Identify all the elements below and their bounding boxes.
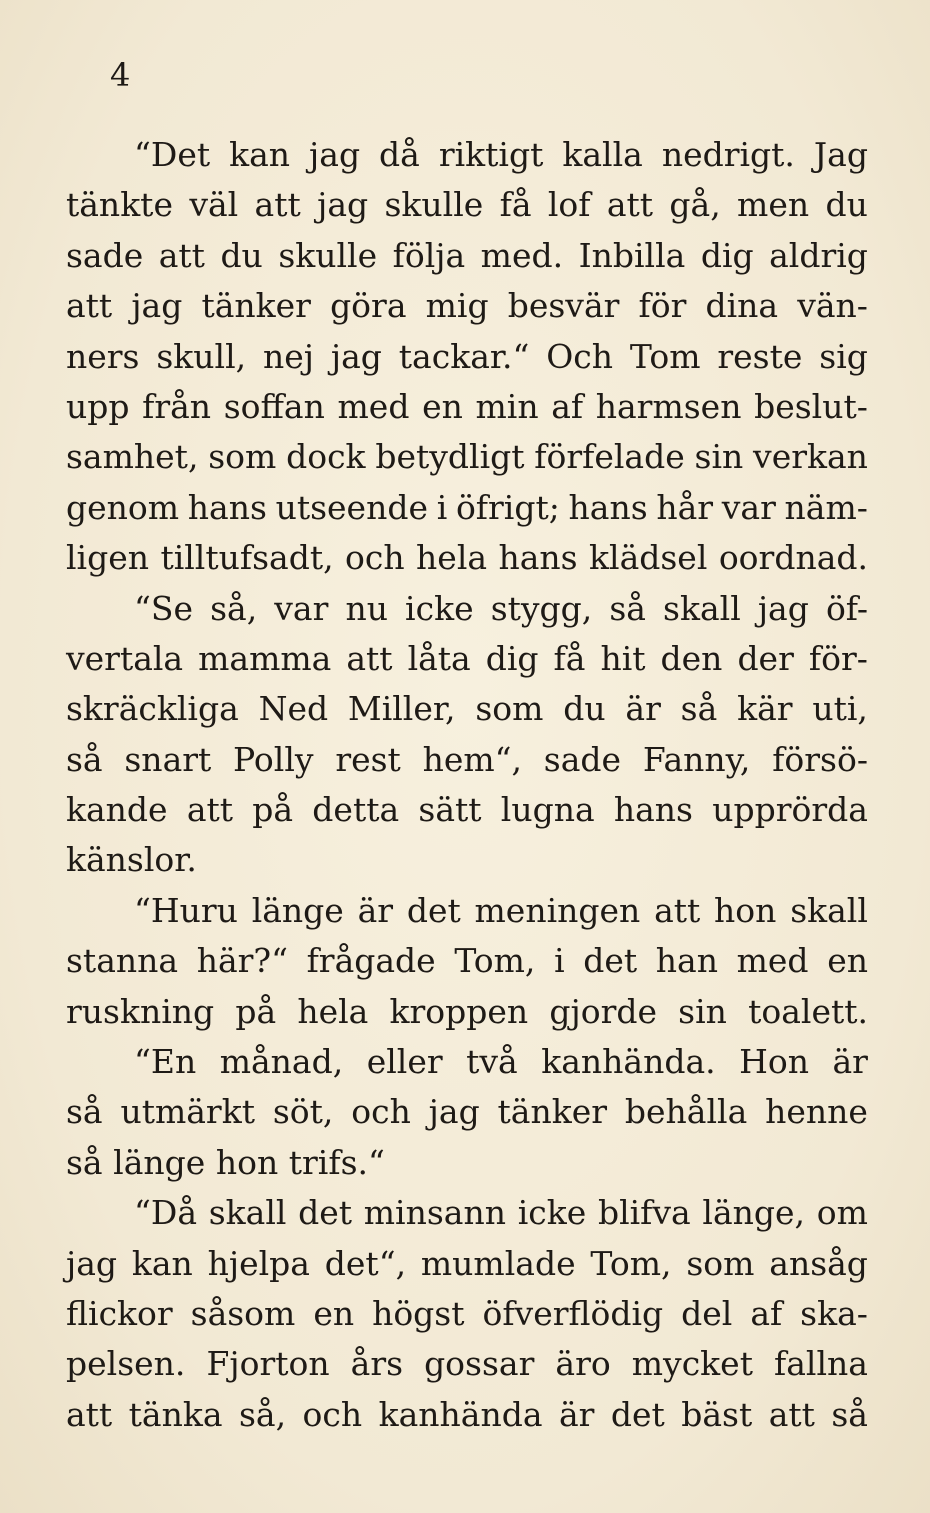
word: skull, (156, 336, 247, 376)
text-line (66, 332, 868, 382)
word: Miller, (347, 689, 456, 729)
word: göra (330, 286, 407, 326)
word: hans (498, 538, 578, 578)
word: Och (546, 336, 614, 376)
word: tänka (128, 1394, 223, 1434)
word: att (346, 638, 393, 678)
word: jag (66, 1243, 118, 1283)
word: detta (312, 790, 400, 830)
word: min (475, 386, 539, 426)
word: hans (187, 487, 267, 527)
word: upprörda (712, 790, 868, 830)
word: med (736, 941, 809, 981)
word: att (186, 790, 234, 830)
word: väl (189, 185, 239, 225)
word: tänker (201, 286, 311, 326)
word: tänkte (66, 185, 173, 225)
body-text (66, 130, 868, 1440)
word: sin (694, 437, 744, 477)
text-line (66, 835, 868, 885)
text-line (66, 432, 868, 482)
word: besvär (507, 286, 620, 326)
word: nedrigt. (661, 135, 795, 174)
word: sin (678, 991, 727, 1031)
word: kanhända. (541, 1042, 716, 1082)
word: minsann (363, 1193, 506, 1233)
word: det (298, 1193, 353, 1233)
word: sade (66, 235, 144, 275)
word: så (831, 1394, 868, 1434)
word: att (66, 286, 113, 326)
word: om (816, 1193, 868, 1233)
word: soffan (223, 386, 325, 426)
word: är (832, 1042, 868, 1082)
word: då (379, 135, 420, 174)
word: “Då (134, 1193, 198, 1233)
word: riktigt (438, 135, 544, 174)
word: jag (309, 135, 361, 174)
word: pelsen. (66, 1344, 186, 1384)
word: henne (765, 1092, 868, 1132)
text-line (66, 684, 868, 734)
text-line (66, 180, 868, 230)
word: “Se (134, 588, 194, 628)
word: länge, (702, 1193, 806, 1233)
text-line (66, 634, 868, 684)
word: “Det (134, 135, 211, 174)
word: beslut- (754, 386, 868, 426)
word: vertala (66, 638, 184, 678)
word: sätt (418, 790, 482, 830)
word: kanhända (378, 1394, 543, 1434)
word: en (313, 1293, 355, 1333)
word: är (558, 1394, 595, 1434)
word: hela (297, 991, 369, 1031)
word: så, (238, 1394, 287, 1434)
word: en (827, 941, 868, 981)
word: af (750, 1293, 783, 1333)
word: “Huru (134, 890, 238, 930)
word: hjelpa (207, 1243, 310, 1283)
word: ligen (66, 538, 150, 578)
word: aldrig (769, 235, 868, 275)
word: äro (555, 1344, 611, 1384)
word: du (563, 689, 606, 729)
word: sade (543, 739, 622, 779)
word: skräckliga (66, 689, 239, 729)
word: näm- (784, 487, 868, 527)
word: att (768, 1394, 815, 1434)
word: toalett. (748, 991, 868, 1031)
word: mycket (631, 1344, 753, 1384)
word: utmärkt (120, 1092, 255, 1132)
word: hela (416, 538, 488, 578)
word: han (655, 941, 718, 981)
word: var (721, 487, 776, 527)
text-line (66, 936, 868, 986)
word: är (357, 890, 394, 930)
word: med. (480, 235, 564, 275)
word: Tom (629, 336, 701, 376)
word: hans (568, 487, 648, 527)
word: ska- (800, 1293, 868, 1333)
word: det (610, 1394, 665, 1434)
word: såsom (190, 1293, 296, 1333)
word: rest (335, 739, 401, 779)
word: ners (66, 336, 140, 376)
word: så, (210, 588, 258, 628)
word: öfverflödig (482, 1293, 664, 1333)
text-line (66, 1390, 868, 1440)
word: kär (737, 689, 793, 729)
word: på (235, 991, 277, 1031)
word: lof (547, 185, 591, 225)
text-line (66, 735, 868, 785)
word: meningen (474, 890, 641, 930)
word: den (660, 638, 723, 678)
word: du (825, 185, 868, 225)
word: sig (819, 336, 868, 376)
word: skulle (384, 185, 484, 225)
word: var (274, 588, 329, 628)
word: i (554, 941, 565, 981)
word: få (553, 638, 586, 678)
word: men (737, 185, 810, 225)
word: att (254, 185, 301, 225)
word: flickor (66, 1293, 173, 1333)
word: gjorde (549, 991, 657, 1031)
word: ansåg (769, 1243, 868, 1283)
word: och (345, 538, 405, 578)
word: att (158, 235, 205, 275)
word: jag (757, 588, 809, 628)
word: kande (66, 790, 168, 830)
word: för (638, 286, 687, 326)
text-line (66, 1239, 868, 1289)
text-line (66, 231, 868, 281)
word: Fjorton (206, 1344, 330, 1384)
text-line (66, 987, 868, 1037)
word: som (686, 1243, 755, 1283)
text-line (66, 584, 868, 634)
word: kalla (562, 135, 643, 174)
page-number: 4 (110, 56, 131, 94)
word: Polly (233, 739, 314, 779)
word: länge (113, 1142, 206, 1182)
word: det (406, 890, 461, 930)
word: lugna (500, 790, 595, 830)
word: att (654, 890, 701, 930)
word: “En (134, 1042, 197, 1082)
word: dig (700, 235, 754, 275)
text-line (66, 1289, 868, 1339)
word: skall (663, 588, 741, 628)
text-line (66, 281, 868, 331)
word: af (551, 386, 584, 426)
word: följa (392, 235, 466, 275)
word: uti, (812, 689, 868, 729)
word: ruskning (66, 991, 215, 1031)
text-line (66, 1138, 868, 1188)
word: Ned (258, 689, 329, 729)
word: bäst (681, 1394, 753, 1434)
word: mumlade (420, 1243, 576, 1283)
word: reste (717, 336, 803, 376)
word: hit (600, 638, 646, 678)
text-line (66, 785, 868, 835)
word: för- (808, 638, 868, 678)
word: i (436, 487, 448, 527)
text-line (66, 382, 868, 432)
word: skall (790, 890, 868, 930)
word: dina (705, 286, 779, 326)
word: del (681, 1293, 733, 1333)
word: och (302, 1394, 363, 1434)
word: så (680, 689, 718, 729)
word: att (66, 1394, 113, 1434)
text-line (66, 533, 868, 583)
word: skulle (278, 235, 378, 275)
word: med (337, 386, 410, 426)
word: frågade (306, 941, 436, 981)
word: det“, (324, 1243, 407, 1283)
word: tänker (497, 1092, 608, 1132)
word: eller (366, 1042, 443, 1082)
word: dig (485, 638, 539, 678)
word: hem“, (422, 739, 523, 779)
text-line (66, 483, 868, 533)
word: stanna (66, 941, 179, 981)
word: kroppen (389, 991, 529, 1031)
word: kan (229, 135, 291, 174)
word: få (499, 185, 532, 225)
word: Jag (813, 135, 868, 174)
word: en (422, 386, 463, 426)
word: betydligt (375, 437, 525, 477)
word: klädsel (589, 538, 708, 578)
word: skall (208, 1193, 287, 1233)
word: mig (425, 286, 489, 326)
word: som (208, 437, 277, 477)
word: nu (345, 588, 388, 628)
word: och (351, 1092, 411, 1132)
word: hår (656, 487, 714, 527)
word: så (66, 1142, 103, 1182)
word: verkan (753, 437, 868, 477)
word: genom (66, 487, 180, 527)
word: förfelade (534, 437, 685, 477)
word: tilltufsadt, (160, 538, 334, 578)
word: samhet, (66, 437, 199, 477)
word: hans (613, 790, 693, 830)
text-line (66, 1037, 868, 1087)
text-line (66, 1339, 868, 1389)
word: så (66, 739, 103, 779)
word: Tom, (590, 1243, 672, 1283)
word: det (583, 941, 638, 981)
text-line (66, 1188, 868, 1238)
word: på (252, 790, 294, 830)
word: försö- (772, 739, 868, 779)
word: fallna (774, 1344, 868, 1384)
word: jag (317, 185, 369, 225)
word: jag (428, 1092, 480, 1132)
word: som (475, 689, 544, 729)
word: du (220, 235, 263, 275)
word: Hon (739, 1042, 810, 1082)
word: hon (714, 890, 777, 930)
word: icke (517, 1193, 587, 1233)
word: känslor. (66, 840, 197, 880)
text-line (66, 130, 868, 180)
word: kan (131, 1243, 193, 1283)
word: här?“ (196, 941, 288, 981)
word: upp (66, 386, 130, 426)
word: trifs.“ (288, 1142, 385, 1182)
word: nej (263, 336, 315, 376)
text-line (66, 886, 868, 936)
word: der (737, 638, 794, 678)
word: dock (286, 437, 366, 477)
word: låta (407, 638, 471, 678)
word: Inbilla (578, 235, 686, 275)
text-line (66, 1087, 868, 1137)
word: två (466, 1042, 518, 1082)
word: vän- (797, 286, 868, 326)
word: så (66, 1092, 103, 1132)
word: oordnad. (718, 538, 868, 578)
word: stygg, (490, 588, 593, 628)
word: mamma (198, 638, 332, 678)
word: snart (124, 739, 212, 779)
word: söt, (272, 1092, 334, 1132)
word: tackar.“ (398, 336, 530, 376)
word: gå, (669, 185, 721, 225)
word: länge (251, 890, 344, 930)
word: jag (330, 336, 382, 376)
word: behålla (624, 1092, 748, 1132)
word: Fanny, (642, 739, 751, 779)
word: öf- (825, 588, 868, 628)
word: månad, (219, 1042, 344, 1082)
word: jag (131, 286, 183, 326)
word: är (625, 689, 661, 729)
word: års (350, 1344, 404, 1384)
word: icke (405, 588, 474, 628)
word: gossar (424, 1344, 535, 1384)
word: öfrigt; (455, 487, 560, 527)
word: så (609, 588, 646, 628)
word: utseende (275, 487, 428, 527)
word: Tom, (454, 941, 536, 981)
word: harmsen (595, 386, 742, 426)
word: från (142, 386, 212, 426)
word: blifva (597, 1193, 691, 1233)
word: hon (215, 1142, 279, 1182)
word: högst (372, 1293, 465, 1333)
word: att (606, 185, 654, 225)
